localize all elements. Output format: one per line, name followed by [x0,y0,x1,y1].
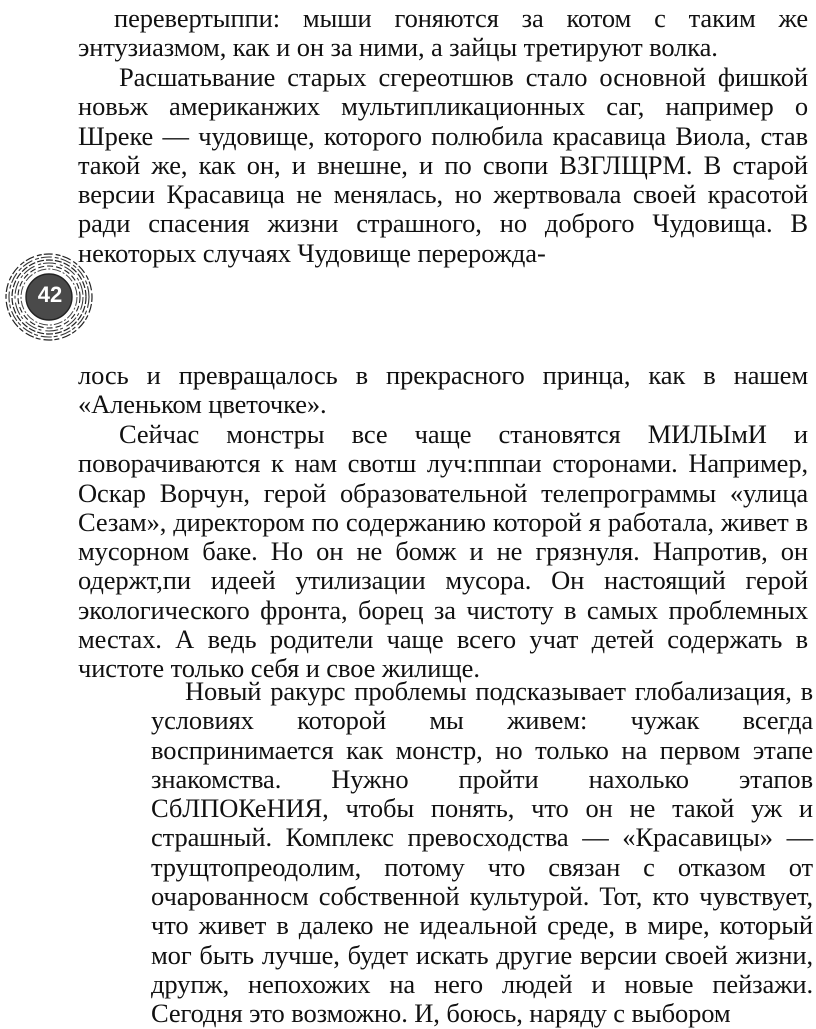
page-number: 42 [37,282,63,307]
paragraph-1: перевертыппи: мыши гоняются за котом с таким же энтузиазмом, как и он за ними, а зайцы третируют волка. [78,3,808,63]
paragraph-2: Расшатьвание старых сгереотшюв стало основной фишкой новьж американжих мультипликационных саг, например о Шреке — чудовище, которого полюбила красавица Виола, став такой же, как он, и внешне, и по свопи ВЗГЛЩРМ. В старой версии Красавица не менялась, но жертвовала своей красотой ради спасения жизни страшного, но доброго Чудовища. В некоторых случаях Чудовище перерожда- [78,62,808,268]
paragraph-4: Сейчас монстры все чаще становятся МИЛЫмИ и поворачиваются к нам свотш луч:пппаи сторонами. Например, Оскар Ворчун, герой образовательной телепрограммы «улица Сезам», директором по содержанию которой я работала, живет в мусорном баке. Но он не бомж и не грязнуля. Напротив, он одержт,пи идеей утилизации мусора. Он настоящий герой экологического фронта, борец за чистоту в самых проблемных местах. А ведь родители чаще всего учат детей содержать в чистоте только себя и свое жилище. [78,419,808,684]
paragraph-3: лось и превращалось в прекрасного принца, как в нашем «Аленьком цветочке». [78,360,808,420]
paragraph-5-indented-block: Новый ракурс проблемы подсказывает глобализация, в условиях которой мы живем: чужак всегда воспринимается как монстр, но только на первом этапе знакомства. Нужно пройти нахолько этапов СбЛПОКеНИЯ, чтобы понять, что он не такой уж и страшный. Комплекс превосходства — «Красавицы» — трущтопреодолим, потому что связан с отказом от очарованносм собственной культурой. Тот, кто чувствует, что живет в далеко не идеальной среде, в мире, который мог быть лучше, будет искать другие версии своей жизни, друпж, непохожих на него людей и новые пейзажи. Сегодня это возможно. И, боюсь, наряду с выбором [151,676,813,1029]
